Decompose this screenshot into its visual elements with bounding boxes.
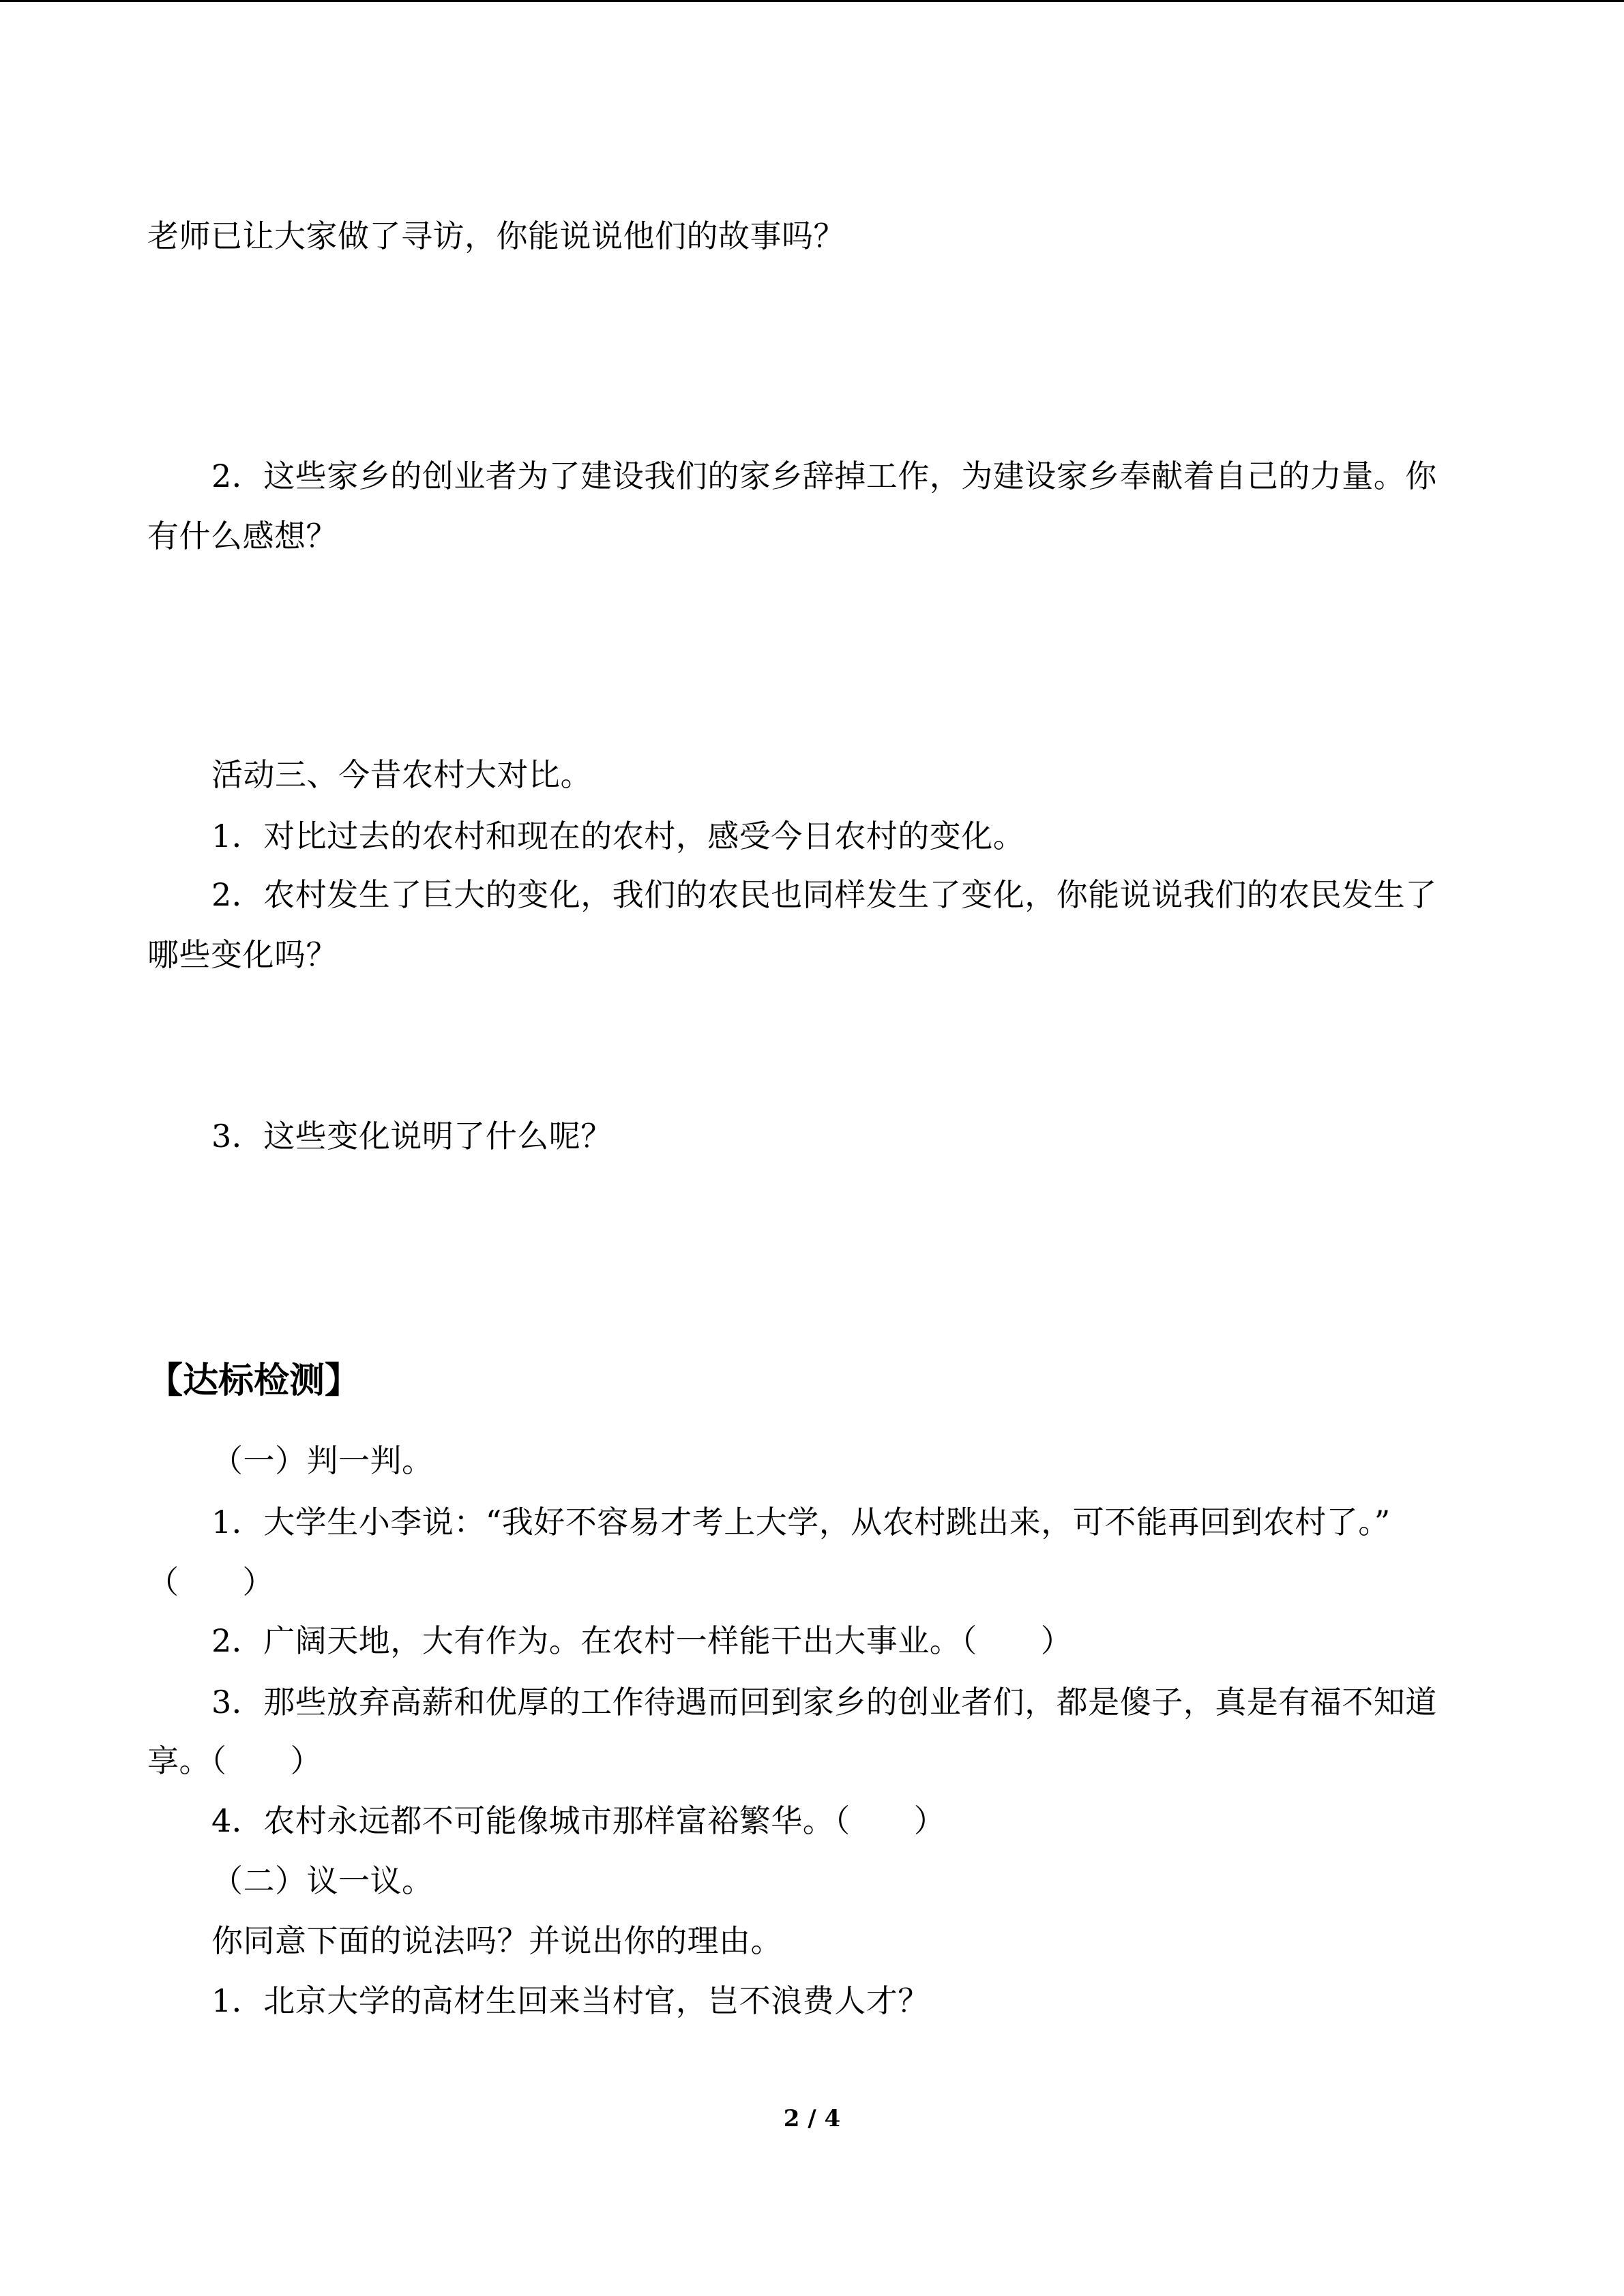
judge-section-title: （一）判一判。 bbox=[211, 1442, 434, 1479]
activity-three-title: 活动三、今昔农村大对比。 bbox=[211, 756, 592, 793]
reflection-question-line2: 有什么感想？ bbox=[147, 518, 338, 554]
discuss-item-1: 1．北京大学的高材生回来当村官，岂不浪费人才？ bbox=[211, 1982, 930, 2019]
page-number: 2 / 4 bbox=[783, 2105, 841, 2132]
activity-three-question-2-line2: 哪些变化吗？ bbox=[147, 936, 338, 973]
story-question: 老师已让大家做了寻访，你能说说他们的故事吗？ bbox=[147, 218, 845, 254]
judge-item-1-answer-blank: （ ） bbox=[147, 1564, 274, 1600]
reflection-question-line1: 2．这些家乡的创业者为了建设我们的家乡辞掉工作，为建设家乡奉献着自己的力量。你 bbox=[211, 458, 1437, 494]
judge-item-2: 2．广阔天地，大有作为。在农村一样能干出大事业。（ ） bbox=[211, 1622, 1073, 1659]
judge-item-3-line2: 享。（ ） bbox=[147, 1742, 322, 1779]
judge-item-3-line1: 3．那些放弃高薪和优厚的工作待遇而回到家乡的创业者们，都是傻子，真是有福不知道 bbox=[211, 1684, 1437, 1720]
activity-three-question-3: 3．这些变化说明了什么呢？ bbox=[211, 1118, 612, 1154]
page-top-border bbox=[0, 0, 1624, 2]
judge-item-1-line1: 1．大学生小李说：“我好不容易才考上大学，从农村跳出来，可不能再回到农村了。” bbox=[211, 1504, 1391, 1540]
judge-item-4: 4．农村永远都不可能像城市那样富裕繁华。（ ） bbox=[211, 1802, 946, 1839]
discuss-prompt: 你同意下面的说法吗？并说出你的理由。 bbox=[211, 1922, 782, 1959]
activity-three-question-2-line1: 2．农村发生了巨大的变化，我们的农民也同样发生了变化，你能说说我们的农民发生了 bbox=[211, 876, 1437, 913]
discuss-section-title: （二）议一议。 bbox=[211, 1862, 434, 1899]
activity-three-question-1: 1．对比过去的农村和现在的农村，感受今日农村的变化。 bbox=[211, 818, 1025, 854]
section-heading-assessment: 【达标检测】 bbox=[147, 1360, 361, 1401]
